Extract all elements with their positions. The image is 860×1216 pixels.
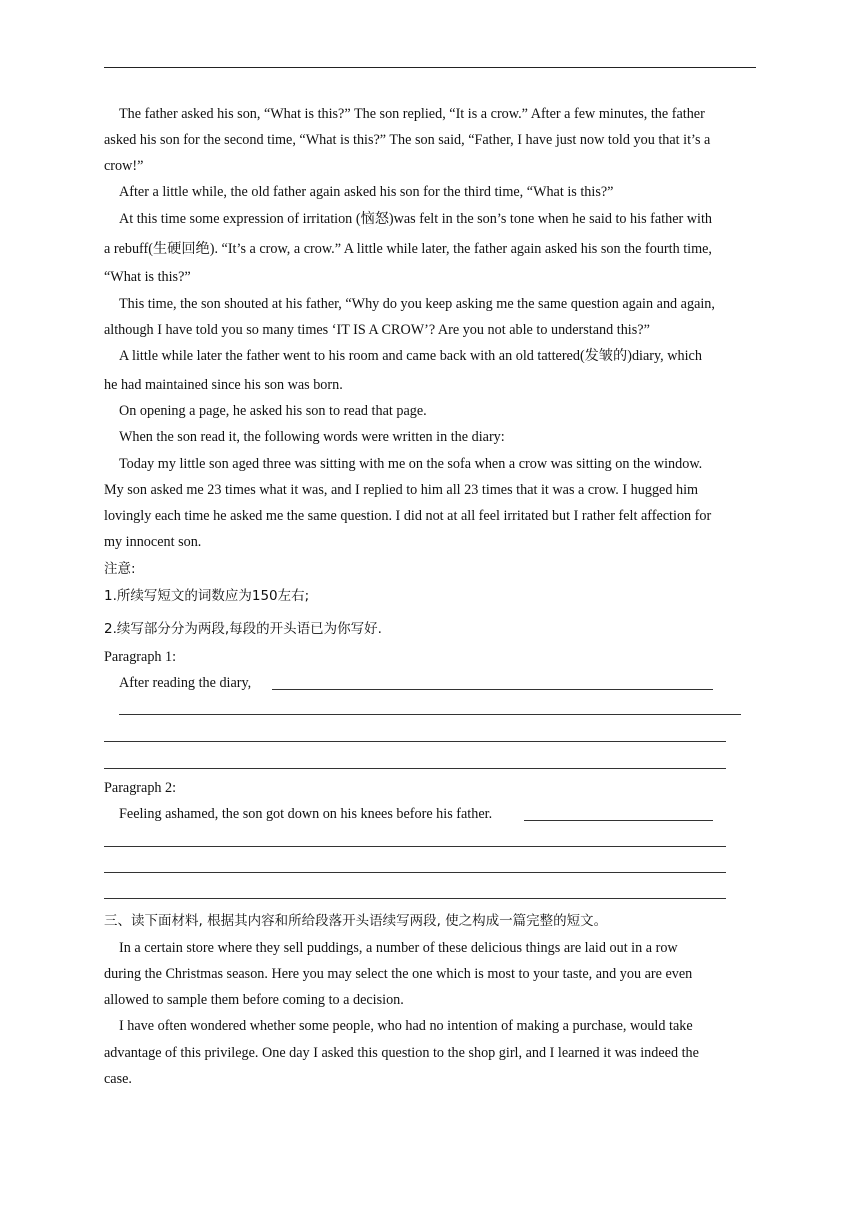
paragraph1-answer-line [104,768,726,769]
section3-line: case. [104,1071,132,1087]
paragraph1-answer-line [104,741,726,742]
paragraph1-answer-line [119,714,741,715]
story1-line: A little while later the father went to his room and came back with an old tattered(发皱的)diary, which [119,348,702,364]
section3-line: I have often wondered whether some people, who had no intention of making a purchase, would take [119,1018,693,1034]
story1-line: he had maintained since his son was born. [104,377,343,393]
story1-line: crow!” [104,158,144,174]
story1-line: asked his son for the second time, “What is this?” The son said, “Father, I have just now told you that it’s a [104,132,711,148]
story1-line: “What is this?” [104,269,191,285]
paragraph2-answer-line [104,846,726,847]
paragraph2-answer-line [524,820,713,821]
section3-line: allowed to sample them before coming to a decision. [104,992,404,1008]
story1-line: although I have told you so many times ‘IT IS A CROW’? Are you not able to understand this?” [104,322,650,338]
paragraph1-starter: After reading the diary, [119,675,252,691]
section3-line: In a certain store where they sell puddings, a number of these delicious things are laid out in a row [119,940,678,956]
note-item: 2.续写部分分为两段,每段的开头语已为你写好. [104,621,382,637]
story1-line: This time, the son shouted at his father, “Why do you keep asking me the same question again and again, [119,296,715,312]
story1-line: The father asked his son, “What is this?” The son replied, “It is a crow.” After a few minutes, the father [119,106,705,122]
section3-heading: 三、读下面材料, 根据其内容和所给段落开头语续写两段, 使之构成一篇完整的短文。 [104,913,608,929]
paragraph2-answer-line [104,872,726,873]
paragraph1-label: Paragraph 1: [104,649,177,665]
paragraph1-answer-line [272,689,713,690]
notes-heading: 注意: [104,561,136,577]
story1-line: a rebuff(生硬回绝). “It’s a crow, a crow.” A little while later, the father again asked his son the fourth time, [104,241,712,257]
paragraph2-starter: Feeling ashamed, the son got down on his knees before his father. [119,806,493,822]
section3-line: during the Christmas season. Here you may select the one which is most to your taste, and you are even [104,966,693,982]
note-item: 1.所续写短文的词数应为150左右; [104,588,310,604]
story1-line: After a little while, the old father again asked his son for the third time, “What is this?” [119,184,614,200]
story1-line: When the son read it, the following words were written in the diary: [119,429,505,445]
header-rule [104,67,756,68]
story1-line: My son asked me 23 times what it was, and I replied to him all 23 times that it was a crow. I hugged him [104,482,699,498]
story1-line: my innocent son. [104,534,202,550]
story1-line: Today my little son aged three was sitting with me on the sofa when a crow was sitting on the window. [119,456,703,472]
story1-line: On opening a page, he asked his son to read that page. [119,403,427,419]
section3-line: advantage of this privilege. One day I asked this question to the shop girl, and I learned it was indeed the [104,1045,699,1061]
paragraph2-answer-line [104,898,726,899]
paragraph2-label: Paragraph 2: [104,780,177,796]
story1-line: At this time some expression of irritation (恼怒)was felt in the son’s tone when he said to his father with [119,211,713,227]
story1-line: lovingly each time he asked me the same question. I did not at all feel irritated but I rather felt affection for [104,508,712,524]
